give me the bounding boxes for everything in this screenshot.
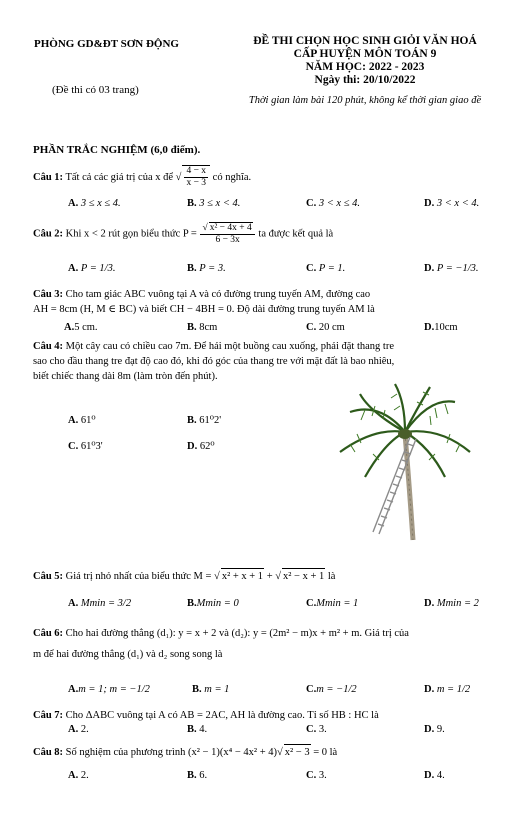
section-title: PHẦN TRẮC NGHIỆM (6,0 điểm).: [33, 144, 201, 156]
option-letter: A.: [68, 724, 79, 735]
option-b[interactable]: [187, 414, 221, 426]
option-letter: A.: [68, 198, 79, 209]
question-label: Câu 4:: [33, 341, 64, 352]
option-letter: B.: [187, 198, 197, 209]
option-text: 6.: [199, 770, 208, 781]
option-letter: B.: [192, 684, 202, 695]
fraction-numerator: x² − 4x + 4: [209, 223, 252, 233]
question-text: sao cho đầu thang tre đạt độ cao đó, khi đó góc của thang tre với mặt đất là bao nhiêu,: [33, 356, 395, 367]
option-c[interactable]: [306, 263, 345, 274]
option-letter: B.: [187, 724, 197, 735]
option-text: 3 ≤ x ≤ 4.: [80, 198, 121, 209]
radicand: x² − 3: [284, 744, 311, 760]
option-letter: A.: [68, 415, 79, 426]
option-text: 61⁰2': [199, 415, 222, 426]
option-letter: B.: [187, 263, 197, 274]
option-c[interactable]: [306, 770, 327, 781]
fraction-numerator: 4 − x: [186, 166, 207, 176]
option-text: Mmin = 0: [196, 598, 239, 609]
option-a[interactable]: [68, 414, 96, 426]
question-text: Cho tam giác ABC vuông tại A và có đường trung tuyến AM, đường cao: [65, 289, 371, 300]
option-c[interactable]: [68, 440, 103, 452]
school-year: NĂM HỌC: 2022 - 2023: [305, 61, 425, 73]
option-d[interactable]: [424, 770, 445, 781]
option-b[interactable]: [187, 724, 207, 735]
option-d[interactable]: [424, 684, 470, 695]
question-text: biết chiếc thang dài 8m (làm tròn đến phút).: [33, 371, 218, 382]
question-text: Số nghiệm của phương trình (x² − 1)(x⁴ − 4x² + 4): [65, 747, 277, 758]
option-text: P = 1.: [318, 263, 346, 274]
question-7: [33, 708, 503, 723]
option-text: Mmin = 2: [436, 598, 479, 609]
option-d[interactable]: [187, 440, 215, 452]
fraction-expression: [200, 222, 254, 246]
option-b[interactable]: [192, 684, 229, 695]
option-a[interactable]: [68, 770, 89, 781]
option-letter: A.: [64, 322, 75, 333]
option-letter: A.: [68, 684, 79, 695]
option-letter: D.: [187, 441, 198, 452]
palm-tree-ladder-illustration: [335, 382, 475, 544]
question-6: [33, 626, 503, 662]
question-text: Một cây cau có chiều cao 7m. Để hái một buồng cau xuống, phải đặt thang tre: [65, 341, 394, 352]
option-text: 2.: [80, 770, 89, 781]
option-text: P = 3.: [199, 263, 226, 274]
pages-note: (Đề thi có 03 trang): [52, 84, 139, 96]
option-text: 3 ≤ x < 4.: [199, 198, 241, 209]
option-letter: C.: [306, 263, 317, 274]
option-b[interactable]: [187, 322, 217, 333]
option-letter: C.: [306, 322, 317, 333]
option-text: 10cm: [434, 322, 458, 333]
option-a[interactable]: [68, 684, 150, 695]
option-letter: A.: [68, 598, 79, 609]
option-letter: D.: [424, 724, 435, 735]
option-text: Mmin = 1: [316, 598, 359, 609]
option-d[interactable]: [424, 198, 479, 209]
option-b[interactable]: [187, 263, 226, 274]
option-text: 5 cm.: [74, 322, 98, 333]
option-text: P = −1/3.: [436, 263, 479, 274]
option-letter: B.: [187, 415, 197, 426]
option-letter: D.: [424, 322, 435, 333]
question-2: [33, 222, 503, 246]
option-letter: C.: [306, 770, 317, 781]
option-letter: C.: [306, 198, 317, 209]
option-c[interactable]: [306, 724, 327, 735]
question-text: m để hai đường thẳng (d₁) và d₂ song song là: [33, 649, 223, 660]
option-letter: D.: [424, 770, 435, 781]
question-text: Cho hai đường thẳng (d₁): y = x + 2 và (d₂): y = (2m² − m)x + m² + m. Giá trị của: [65, 628, 409, 639]
option-letter: D.: [424, 684, 435, 695]
option-letter: B.: [187, 770, 197, 781]
option-letter: C.: [306, 598, 317, 609]
option-c[interactable]: [306, 198, 360, 209]
option-text: m = 1/2: [436, 684, 471, 695]
option-letter: D.: [424, 198, 435, 209]
fraction-denominator: x − 3: [186, 178, 207, 188]
option-text: 61⁰: [80, 415, 96, 426]
option-letter: D.: [424, 263, 435, 274]
option-text: 3.: [318, 724, 327, 735]
option-d[interactable]: [424, 598, 479, 609]
option-d[interactable]: [424, 263, 479, 274]
option-letter: B.: [187, 322, 197, 333]
question-label: Câu 3:: [33, 289, 64, 300]
option-text: m = 1: [204, 684, 230, 695]
option-a[interactable]: [68, 198, 121, 209]
exam-title: [220, 35, 510, 87]
title-line-2: CẤP HUYỆN MÔN TOÁN 9: [293, 48, 437, 60]
option-text: Mmin = 3/2: [80, 598, 132, 609]
question-label: Câu 5:: [33, 571, 64, 582]
option-d[interactable]: [424, 724, 445, 735]
option-text: 9.: [436, 724, 445, 735]
time-limit: Thời gian làm bài 120 phút, không kể thời gian giao đề: [248, 95, 482, 106]
option-text: 20 cm: [318, 322, 345, 333]
option-b[interactable]: [187, 598, 239, 609]
option-text: 3 < x < 4.: [436, 198, 480, 209]
question-label: Câu 1:: [33, 171, 64, 183]
question-label: Câu 6:: [33, 628, 64, 639]
question-label: Câu 8:: [33, 747, 64, 758]
question-text: có nghĩa.: [212, 171, 252, 183]
department-name: PHÒNG GD&ĐT SƠN ĐỘNG: [34, 38, 179, 50]
question-3: [33, 287, 503, 317]
option-letter: A.: [68, 263, 79, 274]
option-text: m = 1; m = −1/2: [78, 684, 150, 695]
sqrt-expression: [277, 747, 311, 758]
question-4: [33, 339, 503, 384]
option-c[interactable]: [306, 684, 357, 695]
option-letter: C.: [68, 441, 79, 452]
option-a[interactable]: [68, 724, 89, 735]
option-letter: C.: [306, 684, 317, 695]
option-text: P = 1/3.: [80, 263, 116, 274]
option-c[interactable]: [306, 598, 358, 609]
sqrt-expression: [214, 571, 264, 582]
option-b[interactable]: [187, 198, 240, 209]
option-letter: C.: [306, 724, 317, 735]
question-text: = 0 là: [313, 747, 338, 758]
option-text: 4.: [436, 770, 445, 781]
option-a[interactable]: [64, 322, 98, 333]
option-text: 4.: [199, 724, 208, 735]
question-8: [33, 744, 503, 760]
sqrt-expression: [176, 166, 210, 188]
question-text: Giá trị nhỏ nhất của biểu thức M =: [65, 571, 212, 582]
question-text: là: [327, 571, 336, 582]
question-label: Câu 2:: [33, 228, 64, 240]
option-text: 62⁰: [199, 441, 215, 452]
radicand: x² − x + 1: [282, 568, 325, 584]
option-letter: A.: [68, 770, 79, 781]
option-text: 8cm: [199, 322, 218, 333]
option-text: 3 < x ≤ 4.: [318, 198, 360, 209]
option-text: 3.: [318, 770, 327, 781]
question-text: Cho ΔABC vuông tại A có AB = 2AC, AH là đường cao. Tỉ số HB : HC là: [65, 710, 379, 721]
fraction-denominator: 6 − 3x: [215, 235, 240, 245]
option-letter: D.: [424, 598, 435, 609]
option-text: 61⁰3': [80, 441, 103, 452]
sqrt-expression: [275, 571, 325, 582]
option-c[interactable]: [306, 322, 345, 333]
question-label: Câu 7:: [33, 710, 64, 721]
question-1: [33, 165, 503, 189]
radicand: x² + x + 1: [221, 568, 264, 584]
question-text: AH = 8cm (H, M ∈ BC) và biết CH − 4BH = 0. Độ dài đường trung tuyến AM là: [33, 304, 375, 315]
question-text: Tất cả các giá trị của x để: [65, 171, 174, 183]
title-line-1: ĐỀ THI CHỌN HỌC SINH GIỎI VĂN HOÁ: [253, 35, 477, 47]
question-5: Câu 5: Giá trị nhỏ nhất của biểu thức M = √ x² + x + 1 + √ x² − x + 1 là: [33, 568, 503, 584]
option-text: m = −1/2: [316, 684, 357, 695]
option-a[interactable]: [68, 598, 131, 609]
option-d[interactable]: [424, 322, 458, 333]
option-letter: B.: [187, 598, 197, 609]
option-text: 2.: [80, 724, 89, 735]
exam-date: Ngày thi: 20/10/2022: [314, 74, 416, 86]
option-b[interactable]: [187, 770, 207, 781]
option-a[interactable]: [68, 263, 115, 274]
question-text: Khi x < 2 rút gọn biểu thức P =: [65, 228, 197, 240]
question-text: ta được kết quả là: [258, 228, 334, 240]
